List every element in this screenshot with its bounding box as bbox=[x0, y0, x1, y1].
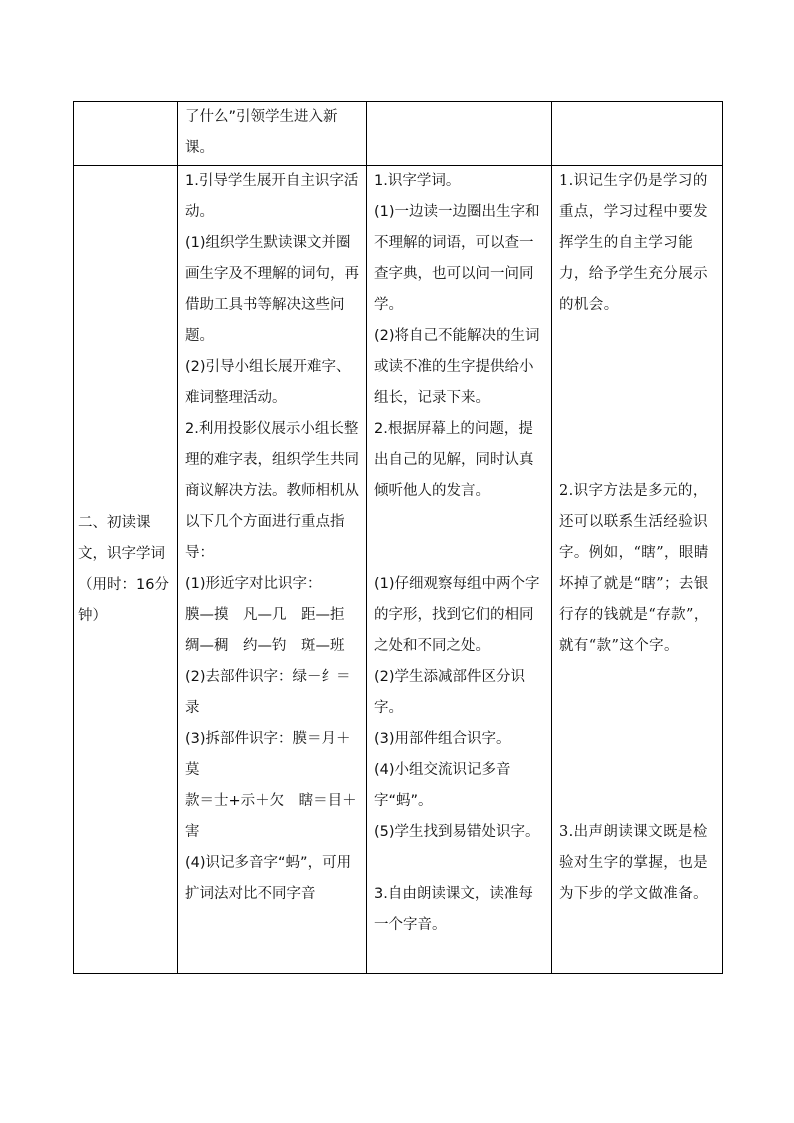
note-item: 3.出声朗读课文既是检验对生字的掌握，也是为下步的学文做准备。 bbox=[559, 824, 708, 902]
table-row bbox=[74, 102, 723, 166]
table-row bbox=[74, 166, 723, 974]
teacher-item: 款＝士+示＋欠 瞎＝目＋害 bbox=[185, 793, 357, 840]
student-item: (2)将自己不能解决的生词或读不准的生字提供给小组长，记录下来。 bbox=[374, 328, 540, 406]
table-cell bbox=[367, 102, 552, 166]
table-cell bbox=[74, 102, 178, 166]
teacher-item: 绸—稠 约—钓 斑—班 bbox=[185, 638, 345, 654]
note-item: 2.识字方法是多元的，还可以联系生活经验识字。例如，“瞎”，眼睛坏掉了就是“瞎”；去银行存的钱就是“存款”，就有“款”这个字。 bbox=[559, 483, 709, 654]
lesson-plan-table bbox=[73, 101, 723, 974]
teacher-item: (1)组织学生默读课文并圈画生字及不理解的词句，再借助工具书等解决这些问题。 bbox=[185, 235, 359, 344]
teacher-item: 2.利用投影仪展示小组长整理的难字表，组织学生共同商议解决方法。教师相机从以下几个方面进行重点指导： bbox=[185, 421, 359, 561]
table-cell: 了什么”引领学生进入新课。 bbox=[178, 102, 367, 166]
teacher-item: 膜—摸 凡—几 距—拒 bbox=[185, 607, 345, 623]
stage-label-cell: 二、初读课文，识字学词（用时：16分钟） bbox=[74, 166, 178, 974]
student-item: 2.根据屏幕上的问题，提出自己的见解，同时认真倾听他人的发言。 bbox=[374, 421, 534, 499]
student-activity-cell bbox=[367, 166, 552, 974]
teacher-item: (2)去部件识字：绿－纟＝录 bbox=[185, 669, 351, 716]
student-item: 3.自由朗读课文，读准每一个字音。 bbox=[374, 886, 533, 933]
student-item: (5)学生找到易错处识字。 bbox=[374, 824, 540, 840]
student-item: (1)一边读一边圈出生字和不理解的词语，可以查一查字典，也可以问一问同学。 bbox=[374, 204, 540, 313]
teacher-item: (2)引导小组长展开难字、难词整理活动。 bbox=[185, 359, 351, 406]
student-item: 1.识字学词。 bbox=[374, 173, 461, 189]
teacher-item: 1.引导学生展开自主识字活动。 bbox=[185, 173, 359, 220]
teacher-item: (4)识记多音字“蚂”，可用扩词法对比不同字音 bbox=[185, 855, 352, 902]
teacher-item: (1)形近字对比识字： bbox=[185, 576, 322, 592]
note-item: 1.识记生字仍是学习的重点，学习过程中要发挥学生的自主学习能力，给予学生充分展示的机会。 bbox=[559, 173, 708, 313]
table-cell bbox=[552, 102, 723, 166]
student-item: (2)学生添减部件区分识字。 bbox=[374, 669, 526, 716]
teacher-item: (3)拆部件识字：膜＝月＋莫 bbox=[185, 731, 351, 778]
student-item: (3)用部件组合识字。 bbox=[374, 731, 511, 747]
student-item: (4)小组交流识记多音字“蚂”。 bbox=[374, 762, 511, 809]
student-item: (1)仔细观察每组中两个字的字形，找到它们的相同之处和不同之处。 bbox=[374, 576, 540, 654]
teacher-activity-cell bbox=[178, 166, 367, 974]
design-intent-cell bbox=[552, 166, 723, 974]
